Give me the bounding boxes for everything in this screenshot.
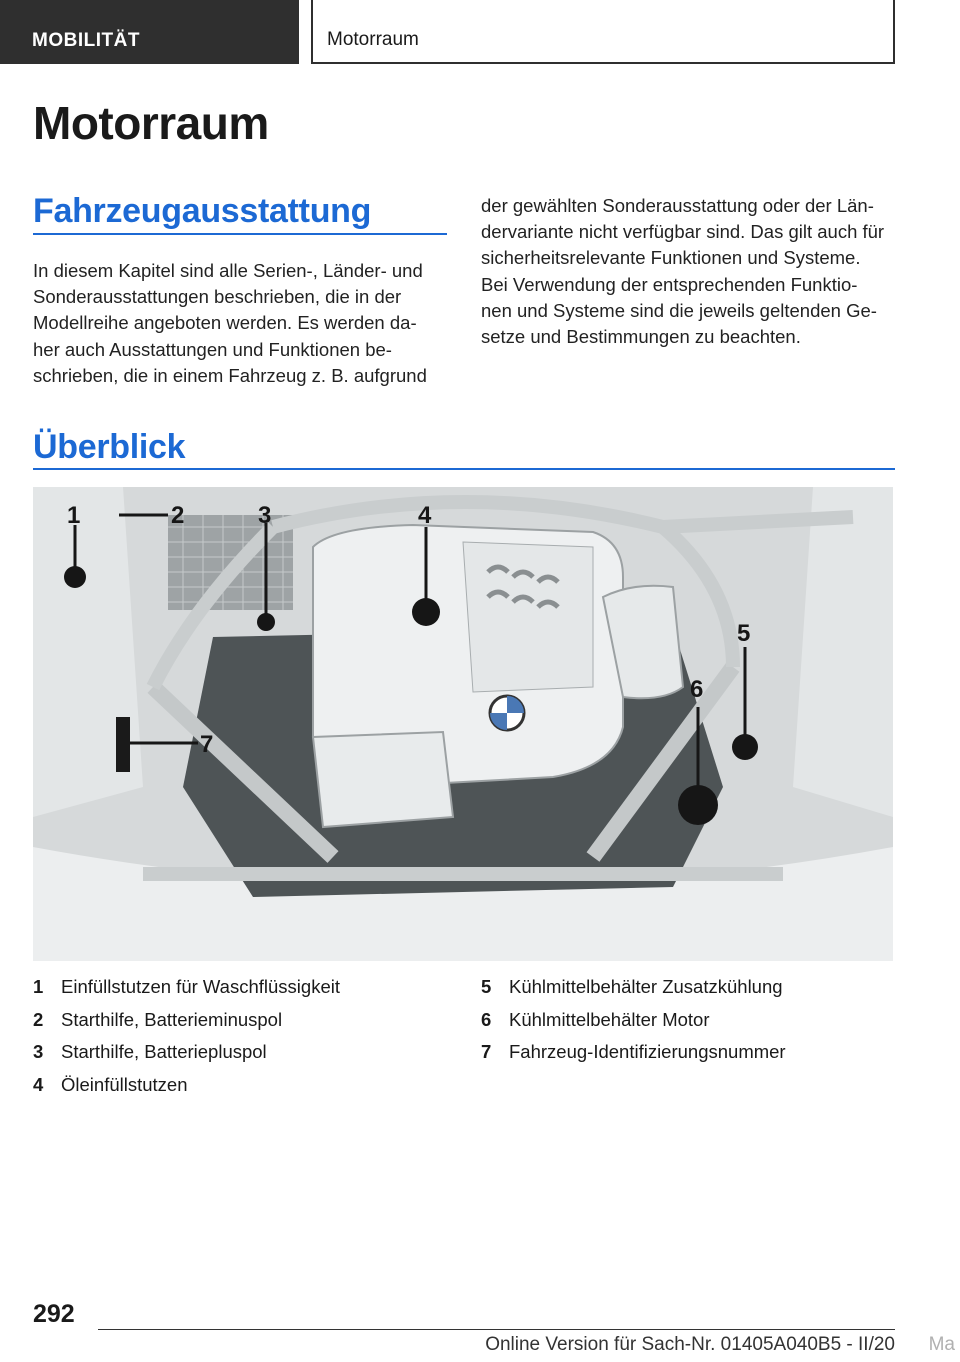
- text-line: setze und Bestimmungen zu beachten.: [481, 326, 801, 348]
- callout-5: 5: [737, 620, 751, 647]
- text-line: Modellreihe angeboten werden. Es werden da-: [33, 312, 417, 334]
- section-rule: [33, 233, 447, 235]
- legend-text: Starthilfe, Batterieminuspol: [61, 1008, 283, 1030]
- header-chapter-label: Motorraum: [311, 0, 895, 64]
- legend-item: [481, 975, 786, 1008]
- legend-number: 2: [33, 1008, 44, 1030]
- callout-6: 6: [690, 676, 704, 703]
- page-number: 292: [33, 1300, 75, 1328]
- text-line: der gewählten Sonderausstattung oder der Län-: [481, 195, 874, 216]
- intro-text-column-2: [481, 193, 884, 350]
- legend-item: [481, 1040, 786, 1073]
- legend-item: [33, 975, 340, 1008]
- legend-item: [481, 1008, 786, 1041]
- footer-watermark: Ma: [928, 1334, 955, 1355]
- text-line: her auch Ausstattungen und Funktionen be-: [33, 338, 392, 360]
- legend-number: 6: [481, 1008, 492, 1030]
- legend-text: Kühlmittelbehälter Zusatzkühlung: [509, 976, 783, 997]
- legend-number: 1: [33, 976, 44, 997]
- text-line: Bei Verwendung der entsprechenden Funktio-: [481, 273, 858, 295]
- legend-number: 5: [481, 976, 492, 997]
- callout-3: 3: [258, 502, 272, 529]
- legend-text: Kühlmittelbehälter Motor: [509, 1008, 710, 1030]
- callout-2: 2: [171, 502, 185, 529]
- header-section-label: MOBILITÄT: [0, 0, 299, 64]
- washer-fluid-cap: [64, 566, 86, 588]
- legend-text: Fahrzeug-Identifizierungsnummer: [509, 1041, 786, 1062]
- section-rule: [33, 468, 895, 470]
- intro-text-column-1: [33, 258, 427, 389]
- legend-right: [481, 975, 786, 1073]
- text-line: schrieben, die in einem Fahrzeug z. B. aufgrund: [33, 364, 427, 386]
- legend-number: 4: [33, 1073, 44, 1095]
- legend-number: 7: [481, 1041, 492, 1062]
- legend-text: Starthilfe, Batteriepluspol: [61, 1041, 267, 1062]
- section-heading-fahrzeugausstattung: Fahrzeugausstattung: [33, 192, 372, 230]
- legend-text: Einfüllstutzen für Waschflüssigkeit: [61, 976, 340, 997]
- legend-item: [33, 1008, 340, 1041]
- callout-7: 7: [200, 731, 214, 758]
- text-line: In diesem Kapitel sind alle Serien-, Länder- und: [33, 260, 423, 281]
- callout-4: 4: [418, 502, 432, 529]
- text-line: dervariante nicht verfügbar sind. Das gilt auch für: [481, 221, 885, 243]
- legend-left: [33, 975, 340, 1105]
- page-title: Motorraum: [33, 97, 269, 149]
- legend-text: Öleinfüllstutzen: [61, 1073, 188, 1095]
- text-line: Sonderausstattungen beschrieben, die in der: [33, 286, 402, 308]
- engine-bay-figure: [33, 487, 893, 961]
- legend-item: [33, 1040, 340, 1073]
- text-line: sicherheitsrelevante Funktionen und Systeme.: [481, 247, 861, 269]
- footer-rule: [98, 1329, 895, 1330]
- footer-text: Online Version für Sach-Nr. 01405A040B5 - II/20: [485, 1334, 895, 1355]
- engine-bay-illustration: [33, 487, 893, 961]
- callout-1: 1: [67, 502, 81, 529]
- section-heading-ueberblick: Überblick: [33, 428, 186, 466]
- text-line: nen und Systeme sind die jeweils geltenden Ge-: [481, 299, 877, 321]
- legend-item: [33, 1073, 340, 1106]
- legend-number: 3: [33, 1041, 44, 1062]
